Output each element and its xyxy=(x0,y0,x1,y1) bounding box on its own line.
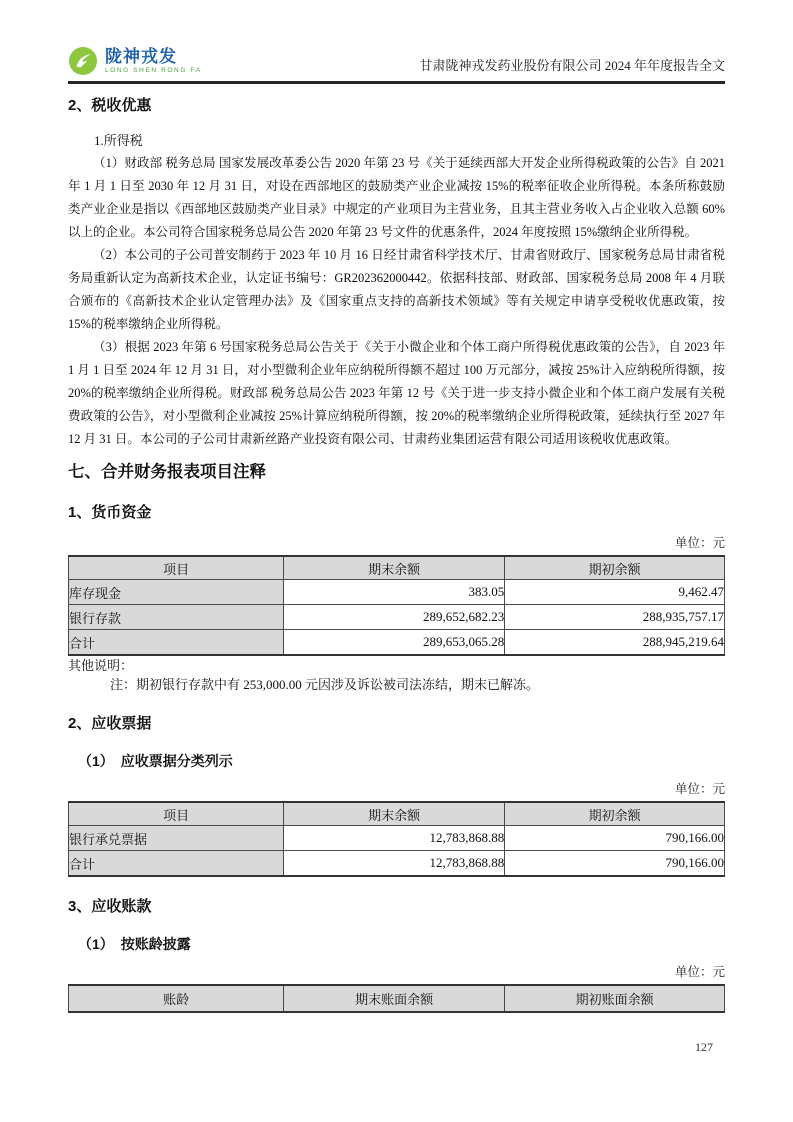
table-header-row xyxy=(69,556,725,580)
row-label: 库存现金 xyxy=(69,580,284,605)
tax-body xyxy=(68,129,725,451)
heading-consolidated-notes: 七、合并财务报表项目注释 xyxy=(68,463,266,481)
logo-icon xyxy=(68,46,98,76)
company-logo xyxy=(68,46,202,76)
heading-accounts-receivable: 3、应收账款 xyxy=(68,898,152,915)
column-header: 期末余额 xyxy=(284,802,505,826)
opening-balance: 288,945,219.64 xyxy=(505,630,725,656)
row-label: 合计 xyxy=(69,851,284,877)
column-header: 项目 xyxy=(69,556,284,580)
subheading-notes-receivable-classification: （1） 应收票据分类列示 xyxy=(78,753,233,769)
column-header: 期末余额 xyxy=(284,556,505,580)
opening-balance: 9,462.47 xyxy=(505,580,725,605)
frozen-deposit-note: 注：期初银行存款中有 253,000.00 元因涉及诉讼被司法冻结，期末已解冻。 xyxy=(110,677,540,692)
header-divider xyxy=(68,81,725,84)
column-header: 期末账面余额 xyxy=(284,985,505,1012)
closing-balance: 12,783,868.88 xyxy=(284,826,505,851)
column-header: 期初余额 xyxy=(505,802,725,826)
page-number: 127 xyxy=(695,1040,713,1054)
unit-label-bills: 单位：元 xyxy=(674,782,725,796)
report-title: 甘肃陇神戎发药业股份有限公司 2024 年年度报告全文 xyxy=(419,58,725,73)
row-label: 合计 xyxy=(69,630,284,656)
brand-name-cn: 陇神戎发 xyxy=(105,46,177,66)
aging-table xyxy=(68,984,725,1013)
closing-balance: 12,783,868.88 xyxy=(284,851,505,877)
page-header xyxy=(0,0,793,76)
heading-monetary-funds: 1、货币资金 xyxy=(68,504,152,521)
unit-label-aging: 单位：元 xyxy=(674,965,725,979)
logo-text xyxy=(105,48,202,75)
monetary-funds-table xyxy=(68,555,725,656)
table-header-row xyxy=(69,985,725,1012)
row-label: 银行存款 xyxy=(69,605,284,630)
unit-label-monetary: 单位：元 xyxy=(674,536,725,550)
page-content xyxy=(0,96,793,1013)
heading-tax-incentives: 2、税收优惠 xyxy=(68,97,152,114)
opening-balance: 790,166.00 xyxy=(505,851,725,877)
closing-balance: 383.05 xyxy=(284,580,505,605)
column-header: 账龄 xyxy=(69,985,284,1012)
column-header: 期初账面余额 xyxy=(505,985,725,1012)
opening-balance: 288,935,757.17 xyxy=(505,605,725,630)
closing-balance: 289,652,682.23 xyxy=(284,605,505,630)
row-label: 银行承兑票据 xyxy=(69,826,284,851)
column-header: 期初余额 xyxy=(505,556,725,580)
brand-name-en: LONG SHEN RONG FA xyxy=(105,66,202,74)
tax-paragraph-2: （2）本公司的子公司普安制药于 2023 年 10 月 16 日经甘肃省科学技术厅、甘肃省财政厅、国家税务总局甘肃省税务局重新认定为高新技术企业，认定证书编号：GR202362000442。依据科技部、财政部、国家税务总局 2008 年 4 月联合颁布的《高新技术企业认定管理办法》及《国家重点支持的高新技术领域》等有关规定申请享受税收优惠政策，按 15%的税率缴纳企业所得税。 xyxy=(68,248,725,331)
income-tax-label: 1.所得税 xyxy=(94,133,143,148)
other-note-label: 其他说明： xyxy=(68,658,134,673)
subheading-aging-disclosure: （1） 按账龄披露 xyxy=(78,936,191,952)
tax-paragraph-1: （1）财政部 税务总局 国家发展改革委公告 2020 年第 23 号《关于延续西部大开发企业所得税政策的公告》自 2021 年 1 月 1 日至 2030 年 12 月 31 日，对设在西部地区的鼓励类产业企业减按 15%的税率征收企业所得税。本条所称鼓励类产业企业是指以《西部地区鼓励类产业目录》中规定的产业项目为主营业务，且其主营业务收入占企业收入总额 60%以上的企业。本公司符合国家税务总局公告 2020 年第 23 号文件的优惠条件，2024 年度按照 15%缴纳企业所得税。 xyxy=(68,156,725,239)
table-row xyxy=(69,580,725,605)
table-row xyxy=(69,826,725,851)
table-header-row xyxy=(69,802,725,826)
notes-receivable-table xyxy=(68,801,725,877)
table-row xyxy=(69,605,725,630)
heading-notes-receivable: 2、应收票据 xyxy=(68,715,152,732)
tax-paragraph-3: （3）根据 2023 年第 6 号国家税务总局公告关于《关于小微企业和个体工商户所得税优惠政策的公告》，自 2023 年 1 月 1 日至 2024 年 12 月 31 日，对小型微利企业年应纳税所得额不超过 100 万元部分，减按 25%计入应纳税所得额，按 20%的税率缴纳企业所得税。财政部 税务总局公告 2023 年第 12 号《关于进一步支持小微企业和个体工商户发展有关税费政策的公告》，对小型微利企业减按 25%计算应纳税所得额，按 20%的税率缴纳企业所得税政策，延续执行至 2027 年 12 月 31 日。本公司的子公司甘肃新丝路产业投资有限公司、甘肃药业集团运营有限公司适用该税收优惠政策。 xyxy=(68,340,725,446)
closing-balance: 289,653,065.28 xyxy=(284,630,505,656)
column-header: 项目 xyxy=(69,802,284,826)
table-row-total xyxy=(69,630,725,656)
opening-balance: 790,166.00 xyxy=(505,826,725,851)
table-row-total xyxy=(69,851,725,877)
